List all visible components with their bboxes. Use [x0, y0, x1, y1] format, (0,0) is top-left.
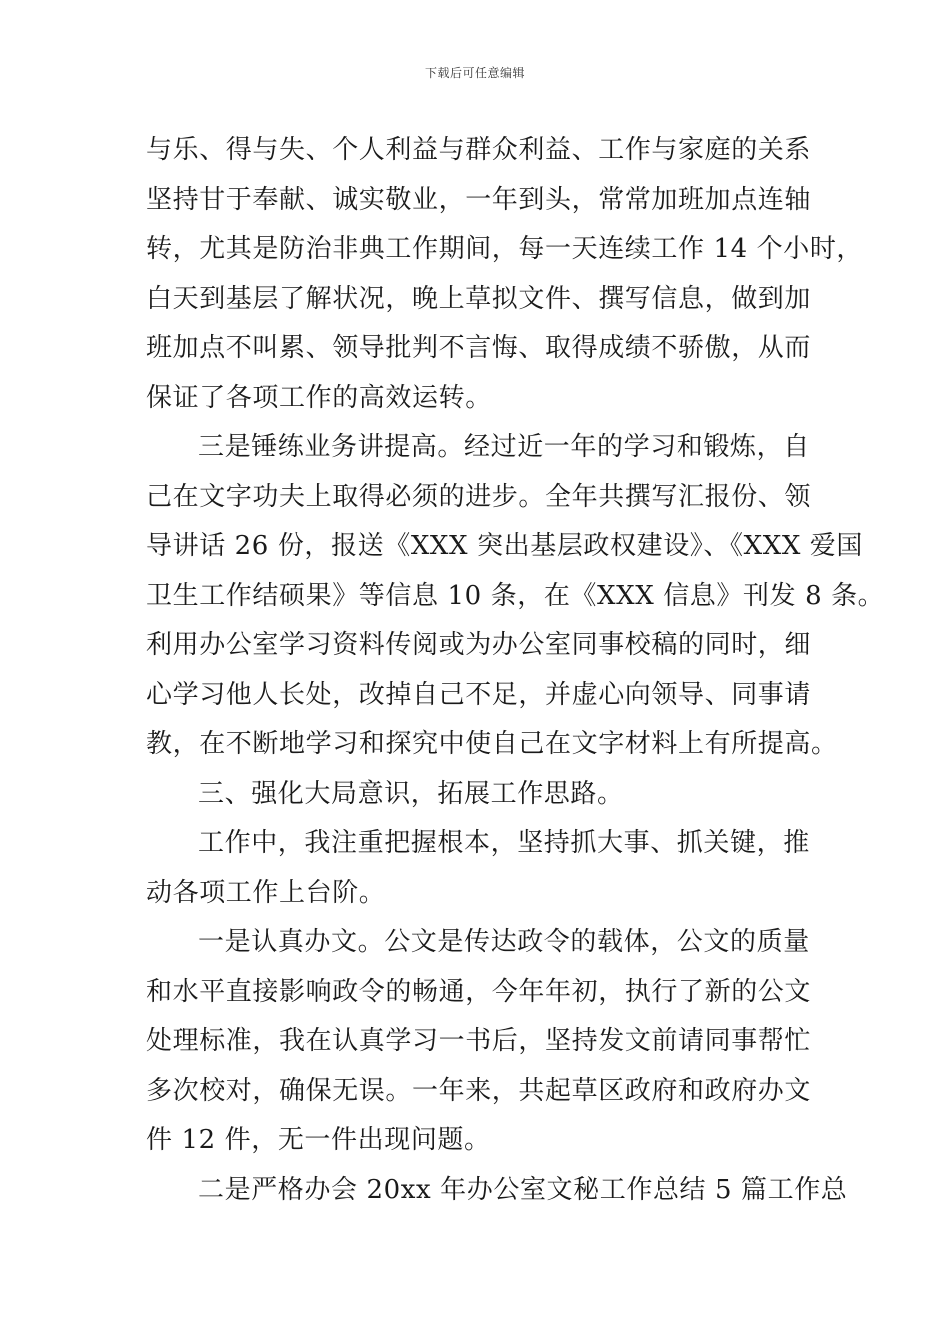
text-line: 动各项工作上台阶。 [146, 877, 386, 908]
text-line: 处理标准，我在认真学习一书后，坚持发文前请同事帮忙 [146, 1026, 812, 1056]
text-line: 坚持甘于奉献、诚实敬业，一年到头，常常加班加点连轴 [146, 184, 812, 215]
text-line: 工作中，我注重把握根本，坚持抓大事、抓关键，推 [198, 828, 810, 858]
text-line: 班加点不叫累、领导批判不言悔、取得成绩不骄傲，从而 [146, 333, 812, 363]
text-line: 利用办公室学习资料传阅或为办公室同事校稿的同时，细 [146, 630, 812, 660]
text-line: 卫生工作结硕果》等信息 10 条，在《XXX 信息》刊发 8 条。 [146, 580, 885, 611]
body-text [146, 126, 885, 1215]
text-line: 导讲话 26 份，报送《XXX 突出基层政权建设》、《XXX 爱国 [146, 531, 864, 561]
text-line: 和水平直接影响政令的畅通，今年年初，执行了新的公文 [146, 976, 812, 1007]
text-line: 多次校对，确保无误。一年来，共起草区政府和政府办文 [146, 1075, 812, 1106]
text-line: 己在文字功夫上取得必须的进步。全年共撰写汇报份、领 [146, 481, 812, 512]
text-line: 保证了各项工作的高效运转。 [146, 382, 492, 413]
text-line: 与乐、得与失、个人利益与群众利益、工作与家庭的关系 [146, 135, 812, 165]
header-note: 下载后可任意编辑 [424, 66, 525, 80]
text-line: 件 12 件，无一件出现问题。 [146, 1125, 491, 1155]
text-line: 转，尤其是防治非典工作期间，每一天连续工作 14 个小时， [146, 234, 864, 264]
text-line: 三、强化大局意识，拓展工作思路。 [198, 778, 624, 809]
text-line: 教，在不断地学习和探究中使自己在文字材料上有所提高。 [146, 729, 838, 759]
text-line: 三是锤练业务讲提高。经过近一年的学习和锻炼，自 [198, 432, 810, 462]
text-line: 一是认真办文。公文是传达政令的载体，公文的质量 [198, 927, 810, 957]
text-line: 心学习他人长处，改掉自己不足，并虚心向领导、同事请 [146, 679, 812, 710]
text-line: 二是严格办会 20xx 年办公室文秘工作总结 5 篇工作总 [198, 1174, 848, 1205]
text-line: 白天到基层了解状况，晚上草拟文件、撰写信息，做到加 [146, 283, 812, 314]
